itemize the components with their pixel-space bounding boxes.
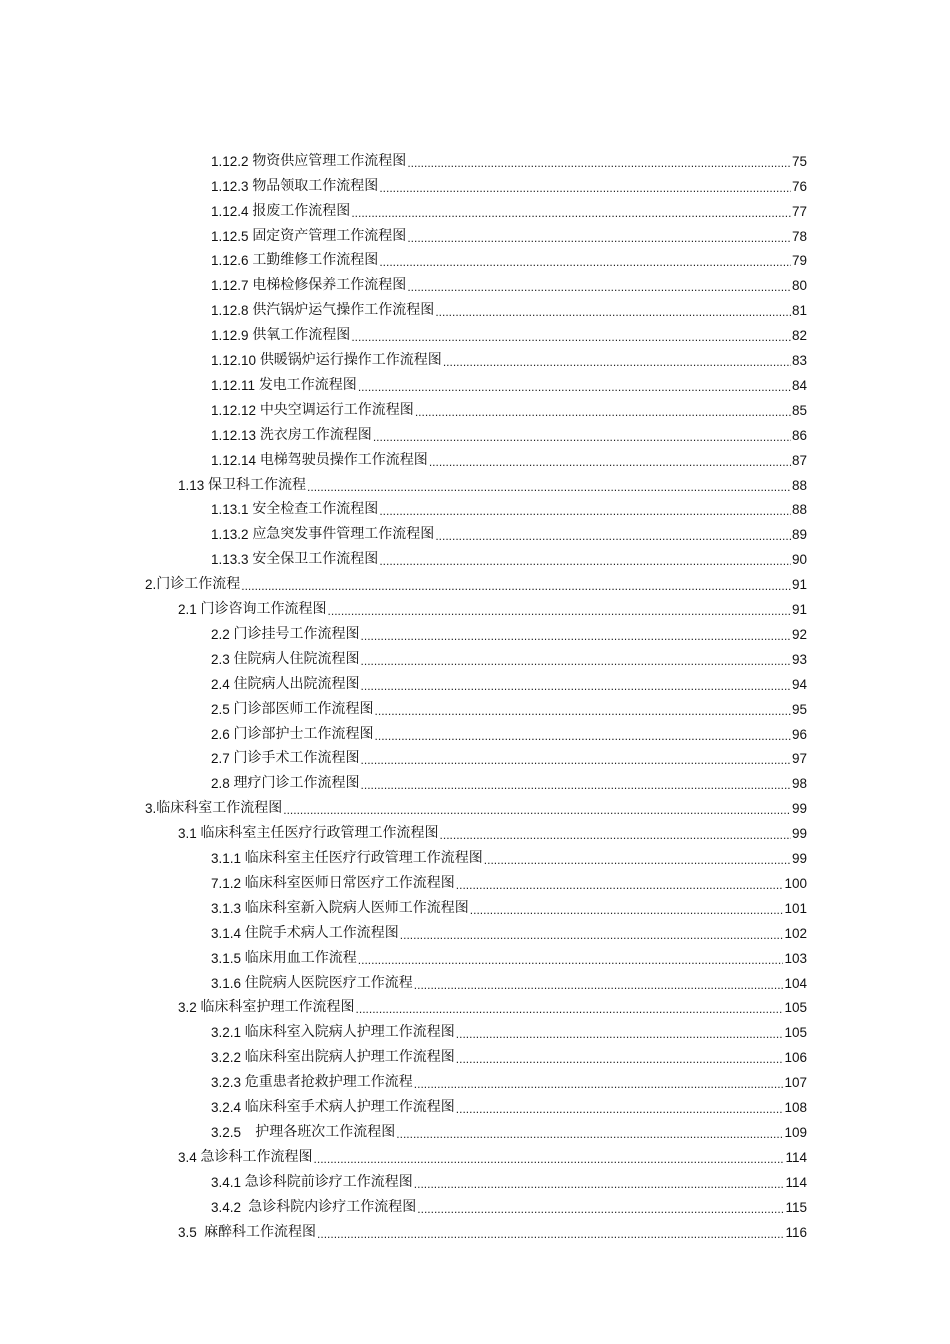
toc-entry-title: 临床科室主任医疗行政管理工作流程图	[244, 851, 483, 867]
toc-entry-page-number: 83	[791, 353, 807, 369]
toc-entry-title: 住院病人医院医疗工作流程	[244, 975, 413, 991]
toc-entry-page-number: 98	[791, 776, 807, 792]
toc-entry-title: 电梯检修保养工作流程图	[252, 278, 407, 294]
toc-entry-title: 住院病人出院流程图	[233, 676, 360, 692]
toc-entry-number: 3.2.4	[211, 1100, 242, 1116]
toc-entry-page-number: 105	[784, 1000, 807, 1016]
toc-entry-title: 物品领取工作流程图	[252, 178, 379, 194]
toc-entry-leader-dots	[456, 877, 784, 893]
toc-entry-page-number: 97	[791, 751, 807, 767]
toc-entry[interactable]	[211, 1092, 807, 1117]
toc-entry-leader-dots	[379, 553, 791, 569]
toc-entry-number: 1.12.10	[211, 353, 257, 369]
toc-entry-number: 2.	[145, 577, 157, 593]
toc-entry-title: 门诊部医师工作流程图	[233, 701, 374, 717]
toc-entry-number: 3.1	[178, 826, 197, 842]
toc-entry[interactable]	[211, 744, 807, 769]
toc-entry-number: 3.1.1	[211, 851, 242, 867]
toc-entry-number: 1.12.9	[211, 328, 249, 344]
toc-entry-leader-dots	[317, 1226, 784, 1242]
toc-entry-leader-dots	[314, 1151, 785, 1167]
toc-entry-leader-dots	[361, 752, 791, 768]
toc-entry-number: 1.12.3	[211, 178, 249, 194]
toc-entry-number: 1.12.12	[211, 402, 257, 418]
toc-entry-title: 电梯驾驶员操作工作流程图	[259, 452, 428, 468]
toc-entry-page-number: 94	[791, 676, 807, 692]
toc-entry-title: 报废工作流程图	[252, 203, 351, 219]
toc-entry-title: 临床用血工作流程	[244, 950, 357, 966]
toc-entry-leader-dots	[435, 528, 791, 544]
toc-entry-leader-dots	[435, 304, 791, 320]
toc-entry-number: 2.3	[211, 651, 230, 667]
toc-entry-page-number: 96	[791, 726, 807, 742]
toc-entry-page-number: 104	[784, 975, 807, 991]
toc-entry-title: 临床科室入院病人护理工作流程图	[244, 1025, 455, 1041]
toc-entry-title: 急诊科院前诊疗工作流程图	[244, 1174, 413, 1190]
toc-entry-leader-dots	[407, 155, 791, 171]
toc-entry-title: 门诊工作流程	[156, 577, 241, 593]
toc-entry[interactable]	[178, 594, 807, 619]
toc-entry-title: 门诊部护士工作流程图	[233, 726, 374, 742]
toc-entry-leader-dots	[379, 503, 791, 519]
toc-entry-title: 住院病人住院流程图	[233, 651, 360, 667]
toc-entry[interactable]	[211, 943, 807, 968]
toc-entry-number: 1.13	[178, 477, 205, 493]
toc-entry-page-number: 82	[791, 328, 807, 344]
toc-entry[interactable]	[211, 1067, 807, 1092]
toc-entry[interactable]	[211, 1117, 807, 1142]
toc-entry-leader-dots	[414, 1176, 785, 1192]
toc-entry-title: 固定资产管理工作流程图	[252, 228, 407, 244]
toc-entry-leader-dots	[484, 852, 791, 868]
toc-entry-number: 3.4.2	[211, 1199, 242, 1215]
toc-entry-title: 供暖锅炉运行操作工作流程图	[259, 353, 442, 369]
toc-entry-leader-dots	[407, 279, 791, 295]
toc-entry-page-number: 109	[784, 1124, 807, 1140]
toc-entry-title: 工勤维修工作流程图	[252, 253, 379, 269]
toc-entry-page-number: 115	[785, 1199, 807, 1215]
toc-entry[interactable]	[211, 1167, 807, 1192]
toc-entry-title: 麻醉科工作流程图	[200, 1224, 317, 1240]
toc-entry-number: 1.12.5	[211, 228, 249, 244]
toc-entry-title: 危重患者抢救护理工作流程	[244, 1075, 413, 1091]
toc-entry[interactable]	[211, 495, 807, 520]
toc-entry-title: 供氧工作流程图	[252, 328, 351, 344]
toc-entry-leader-dots	[358, 379, 791, 395]
toc-entry[interactable]	[211, 520, 807, 545]
toc-entry-page-number: 87	[791, 452, 807, 468]
toc-entry[interactable]	[211, 619, 807, 644]
toc-entry-number: 1.12.4	[211, 203, 249, 219]
toc-entry-page-number: 78	[791, 228, 807, 244]
toc-entry-number: 2.4	[211, 676, 230, 692]
toc-entry-number: 1.13.3	[211, 552, 249, 568]
toc-entry-number: 1.13.1	[211, 502, 249, 518]
toc-entry[interactable]	[211, 544, 807, 569]
toc-entry-number: 3.2.5	[211, 1124, 242, 1140]
toc-entry-leader-dots	[400, 927, 784, 943]
toc-entry[interactable]	[211, 918, 807, 943]
toc-entry-leader-dots	[307, 479, 791, 495]
toc-entry[interactable]	[211, 271, 807, 296]
toc-entry-number: 3.2.2	[211, 1050, 242, 1066]
toc-entry-leader-dots	[443, 354, 791, 370]
toc-entry-page-number: 95	[791, 701, 807, 717]
toc-entry-title: 发电工作流程图	[258, 377, 357, 393]
toc-entry[interactable]	[211, 719, 807, 744]
toc-entry-leader-dots	[417, 1201, 784, 1217]
toc-entry-title: 门诊挂号工作流程图	[233, 626, 360, 642]
toc-entry-number: 1.12.11	[211, 377, 256, 393]
toc-entry-number: 7.1.2	[211, 875, 242, 891]
toc-entry-title: 理疗门诊工作流程图	[233, 776, 360, 792]
toc-entry-title: 物资供应管理工作流程图	[252, 153, 407, 169]
toc-entry-title: 住院手术病人工作流程图	[244, 925, 399, 941]
toc-entry[interactable]	[211, 345, 807, 370]
toc-entry-title: 临床科室工作流程图	[156, 801, 283, 817]
toc-entry-number: 2.2	[211, 626, 230, 642]
toc-entry-number: 1.12.14	[211, 452, 257, 468]
toc-entry-leader-dots	[375, 728, 791, 744]
toc-entry-title: 护理各班次工作流程图	[244, 1124, 396, 1140]
toc-entry[interactable]	[211, 694, 807, 719]
toc-entry-leader-dots	[328, 603, 791, 619]
toc-entry[interactable]	[211, 221, 807, 246]
toc-entry[interactable]	[178, 1217, 807, 1242]
toc-entry-number: 2.5	[211, 701, 230, 717]
toc-entry-number: 1.12.2	[211, 153, 249, 169]
toc-entry-title: 门诊手术工作流程图	[233, 751, 360, 767]
toc-entry-leader-dots	[283, 802, 791, 818]
toc-entry[interactable]	[211, 420, 807, 445]
toc-entry-page-number: 80	[791, 278, 807, 294]
toc-entry-leader-dots	[361, 653, 791, 669]
toc-entry-title: 供汽锅炉运气操作工作流程图	[252, 303, 435, 319]
toc-entry-page-number: 84	[791, 377, 807, 393]
toc-entry-number: 3.	[145, 801, 157, 817]
toc-entry[interactable]	[211, 644, 807, 669]
toc-entry-leader-dots	[351, 205, 791, 221]
toc-entry-page-number: 76	[791, 178, 807, 194]
toc-entry-page-number: 93	[791, 651, 807, 667]
toc-entry[interactable]	[211, 893, 807, 918]
toc-entry-leader-dots	[356, 1001, 784, 1017]
toc-entry[interactable]	[211, 295, 807, 320]
toc-entry-number: 3.2	[178, 1000, 197, 1016]
toc-entry-number: 1.12.13	[211, 427, 257, 443]
toc-entry-leader-dots	[415, 404, 791, 420]
toc-entry[interactable]	[211, 843, 807, 868]
toc-entry-page-number: 99	[791, 826, 807, 842]
toc-entry-leader-dots	[440, 827, 791, 843]
toc-entry-number: 3.1.6	[211, 975, 242, 991]
toc-entry-leader-dots	[470, 902, 784, 918]
toc-entry-page-number: 107	[784, 1075, 807, 1091]
toc-entry[interactable]	[211, 246, 807, 271]
toc-entry[interactable]	[211, 171, 807, 196]
toc-entry[interactable]	[211, 1192, 807, 1217]
toc-entry[interactable]	[211, 1018, 807, 1043]
toc-entry-title: 洗衣房工作流程图	[259, 427, 372, 443]
toc-entry-leader-dots	[456, 1051, 784, 1067]
toc-entry-page-number: 114	[785, 1174, 807, 1190]
toc-entry-number: 1.12.8	[211, 303, 249, 319]
toc-entry-title: 急诊科工作流程图	[200, 1149, 313, 1165]
toc-entry-page-number: 88	[791, 502, 807, 518]
toc-entry-page-number: 102	[784, 925, 807, 941]
toc-entry-title: 安全检查工作流程图	[252, 502, 379, 518]
toc-entry-number: 1.12.7	[211, 278, 249, 294]
toc-entry-number: 2.6	[211, 726, 230, 742]
toc-entry[interactable]	[211, 445, 807, 470]
toc-entry[interactable]	[211, 1042, 807, 1067]
toc-entry-number: 3.1.5	[211, 950, 242, 966]
toc-entry-page-number: 85	[791, 402, 807, 418]
toc-entry[interactable]	[211, 868, 807, 893]
toc-entry-page-number: 91	[791, 602, 807, 618]
toc-entry-number: 3.2.1	[211, 1025, 242, 1041]
toc-entry-title: 保卫科工作流程	[208, 477, 307, 493]
toc-entry[interactable]	[211, 196, 807, 221]
toc-entry-number: 2.8	[211, 776, 230, 792]
toc-entry[interactable]	[145, 569, 807, 594]
toc-entry[interactable]	[178, 1142, 807, 1167]
toc-entry-leader-dots	[373, 429, 791, 445]
toc-entry-leader-dots	[379, 254, 791, 270]
toc-entry-page-number: 88	[791, 477, 807, 493]
toc-entry-number: 1.13.2	[211, 527, 249, 543]
toc-entry-page-number: 89	[791, 527, 807, 543]
toc-entry-leader-dots	[375, 703, 791, 719]
toc-entry-title: 临床科室主任医疗行政管理工作流程图	[200, 826, 439, 842]
toc-entry[interactable]	[145, 793, 807, 818]
toc-entry-title: 临床科室护理工作流程图	[200, 1000, 355, 1016]
toc-entry-title: 应急突发事件管理工作流程图	[252, 527, 435, 543]
toc-entry-page-number: 108	[784, 1100, 807, 1116]
toc-entry-page-number: 103	[784, 950, 807, 966]
toc-entry-title: 中央空调运行工作流程图	[259, 402, 414, 418]
toc-entry[interactable]	[211, 769, 807, 794]
toc-entry-number: 3.1.4	[211, 925, 242, 941]
toc-entry-page-number: 100	[784, 875, 807, 891]
toc-entry-number: 2.1	[178, 602, 197, 618]
toc-entry-leader-dots	[396, 1126, 783, 1142]
toc-entry-number: 2.7	[211, 751, 230, 767]
toc-entry-leader-dots	[351, 329, 791, 345]
toc-entry-title: 安全保卫工作流程图	[252, 552, 379, 568]
toc-entry-leader-dots	[379, 180, 791, 196]
toc-entry[interactable]	[178, 818, 807, 843]
toc-entry-page-number: 91	[791, 577, 807, 593]
toc-entry[interactable]	[211, 968, 807, 993]
toc-entry-leader-dots	[414, 977, 784, 993]
toc-entry-page-number: 75	[791, 153, 807, 169]
toc-entry-page-number: 106	[784, 1050, 807, 1066]
toc-entry-page-number: 101	[784, 900, 807, 916]
toc-entry-leader-dots	[429, 454, 791, 470]
toc-entry-title: 急诊科院内诊疗工作流程图	[244, 1199, 417, 1215]
toc-entry[interactable]	[211, 320, 807, 345]
toc-entry[interactable]	[178, 470, 807, 495]
toc-entry-number: 3.1.3	[211, 900, 242, 916]
toc-entry-title: 门诊咨询工作流程图	[200, 602, 327, 618]
toc-entry-leader-dots	[361, 628, 791, 644]
toc-entry-page-number: 114	[785, 1149, 807, 1165]
toc-entry-leader-dots	[407, 230, 791, 246]
toc-entry-page-number: 116	[785, 1224, 807, 1240]
toc-entry-leader-dots	[358, 952, 784, 968]
toc-entry-page-number: 81	[791, 303, 807, 319]
toc-entry-page-number: 86	[791, 427, 807, 443]
toc-entry-leader-dots	[456, 1026, 784, 1042]
toc-entry-number: 3.4.1	[211, 1174, 242, 1190]
toc-entry-title: 临床科室出院病人护理工作流程图	[244, 1050, 455, 1066]
toc-entry-page-number: 105	[784, 1025, 807, 1041]
toc-entry-leader-dots	[456, 1101, 784, 1117]
toc-entry-leader-dots	[361, 777, 791, 793]
toc-entry-page-number: 99	[791, 851, 807, 867]
toc-entry-leader-dots	[241, 578, 791, 594]
toc-entry-page-number: 99	[791, 801, 807, 817]
toc-entry-number: 3.2.3	[211, 1075, 242, 1091]
toc-entry[interactable]	[178, 993, 807, 1018]
toc-entry-title: 临床科室医师日常医疗工作流程图	[244, 875, 455, 891]
toc-entry[interactable]	[211, 669, 807, 694]
toc-entry-page-number: 92	[791, 626, 807, 642]
toc-entry-leader-dots	[361, 678, 791, 694]
toc-entry-title: 临床科室手术病人护理工作流程图	[244, 1100, 455, 1116]
toc-entry-page-number: 90	[791, 552, 807, 568]
toc-entry-number: 3.4	[178, 1149, 197, 1165]
toc-entry-title: 临床科室新入院病人医师工作流程图	[244, 900, 469, 916]
toc-entry-number: 1.12.6	[211, 253, 249, 269]
toc-entry-leader-dots	[414, 1076, 784, 1092]
toc-entry-page-number: 77	[791, 203, 807, 219]
toc-entry-page-number: 79	[791, 253, 807, 269]
toc-entry-number: 3.5	[178, 1224, 197, 1240]
toc-entry[interactable]	[211, 146, 807, 171]
toc-entry[interactable]	[211, 370, 807, 395]
toc-entry[interactable]	[211, 395, 807, 420]
